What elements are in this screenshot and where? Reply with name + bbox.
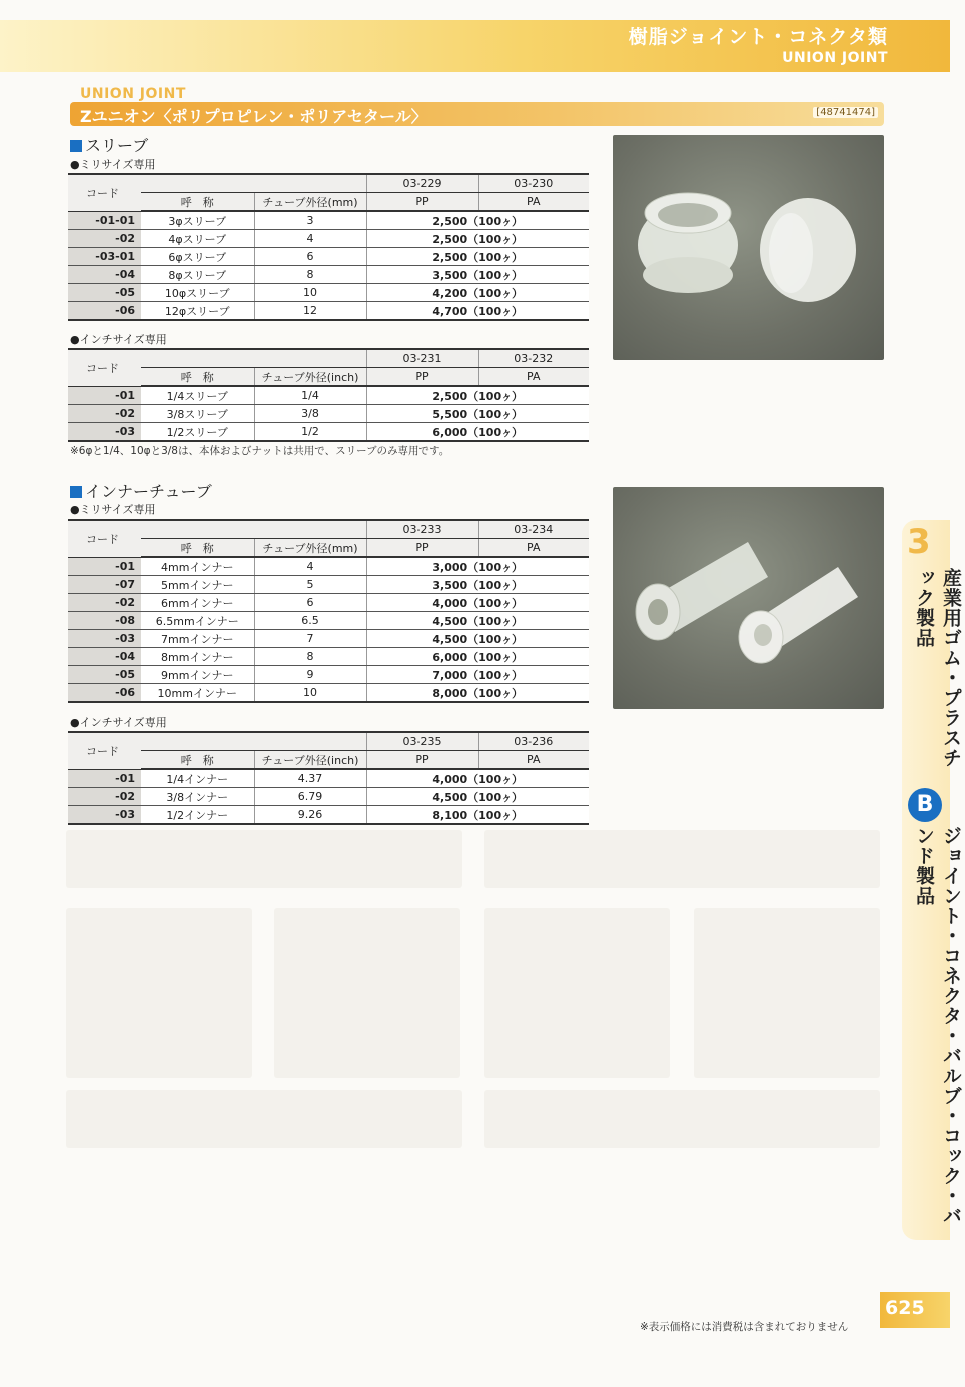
table-row: -03 1/2インナー 9.26 8,100（100ヶ） xyxy=(68,806,589,825)
header-subtitle: UNION JOINT xyxy=(782,50,888,66)
table-row: -03-01 6φスリーブ 6 2,500（100ヶ） xyxy=(68,248,589,266)
sleeve-inch-label: ●インチサイズ専用 xyxy=(70,333,167,346)
name-header: 呼 称 xyxy=(141,539,254,558)
sleeve-hole-1 xyxy=(658,203,718,227)
code-header: コード xyxy=(68,174,141,211)
ghost-block xyxy=(66,908,252,1078)
table-row: -05 9mmインナー 9 7,000（100ヶ） xyxy=(68,666,589,684)
sleeve-face-2 xyxy=(769,213,813,293)
catalog-no-pa: 03-236 xyxy=(478,732,589,751)
material-pa: PA xyxy=(478,193,589,212)
sleeve-note: ※6φと1/4、10φと3/8は、本体およびナットは共用で、スリーブのみ専用です。 xyxy=(70,445,450,457)
material-pa: PA xyxy=(478,751,589,770)
code-header: コード xyxy=(68,520,141,557)
tube-hole-1 xyxy=(648,599,668,625)
catalog-no-pa: 03-230 xyxy=(478,174,589,193)
catalog-no-pp: 03-235 xyxy=(366,732,478,751)
table-row: -01 4mmインナー 4 3,000（100ヶ） xyxy=(68,557,589,576)
catalog-no-pa: 03-232 xyxy=(478,349,589,368)
catalog-no-pa: 03-234 xyxy=(478,520,589,539)
ghost-block xyxy=(484,908,670,1078)
table-row: -06 12φスリーブ 12 4,700（100ヶ） xyxy=(68,302,589,321)
header-title: 樹脂ジョイント・コネクタ類 xyxy=(628,26,888,48)
od-header: チューブ外径(inch) xyxy=(254,751,366,770)
material-pa: PA xyxy=(478,539,589,558)
material-pp: PP xyxy=(366,368,478,387)
inner-mm-label: ●ミリサイズ専用 xyxy=(70,503,156,516)
ghost-block xyxy=(274,908,460,1078)
sleeve-inch-table xyxy=(68,348,589,442)
material-pp: PP xyxy=(366,193,478,212)
code-header: コード xyxy=(68,732,141,769)
catalog-no-pp: 03-229 xyxy=(366,174,478,193)
table-row: -04 8φスリーブ 8 3,500（100ヶ） xyxy=(68,266,589,284)
sleeve-bottom-1 xyxy=(643,257,733,293)
inner-tube-product-photo xyxy=(613,487,884,709)
inner-mm-table xyxy=(68,519,589,703)
square-bullet-icon xyxy=(70,486,82,498)
table-row: -02 6mmインナー 6 4,000（100ヶ） xyxy=(68,594,589,612)
table-row: -04 8mmインナー 8 6,000（100ヶ） xyxy=(68,648,589,666)
material-pa: PA xyxy=(478,368,589,387)
sleeve-mm-label: ●ミリサイズ専用 xyxy=(70,158,156,171)
series-code: [48741474] xyxy=(813,107,878,118)
series-title-bar xyxy=(70,102,884,126)
od-header: チューブ外径(mm) xyxy=(254,193,366,212)
od-header: チューブ外径(mm) xyxy=(254,539,366,558)
series-en-label: UNION JOINT xyxy=(80,86,186,102)
chapter-title: 産業用ゴム・プラスチック製品 xyxy=(913,568,962,768)
material-pp: PP xyxy=(366,751,478,770)
table-row: -01-01 3φスリーブ 3 2,500（100ヶ） xyxy=(68,211,589,230)
catalog-no-pp: 03-231 xyxy=(366,349,478,368)
tube-hole-2 xyxy=(754,624,772,646)
ghost-block xyxy=(66,1090,462,1148)
inner-tube-illustration xyxy=(613,487,884,709)
sleeve-section-title: スリーブ xyxy=(70,133,148,156)
section-letter-badge: B xyxy=(908,788,942,822)
table-row: -02 3/8スリーブ 3/8 5,500（100ヶ） xyxy=(68,405,589,423)
table-row: -03 7mmインナー 7 4,500（100ヶ） xyxy=(68,630,589,648)
name-header: 呼 称 xyxy=(141,193,254,212)
sleeve-illustration xyxy=(613,135,884,360)
page-number: 625 xyxy=(885,1297,925,1319)
section-title: ジョイント・コネクタ・バルブ・コック・バンド製品 xyxy=(913,826,962,1226)
table-row: -03 1/2スリーブ 1/2 6,000（100ヶ） xyxy=(68,423,589,442)
material-pp: PP xyxy=(366,539,478,558)
table-row: -01 1/4インナー 4.37 4,000（100ヶ） xyxy=(68,769,589,788)
table-row: -07 5mmインナー 5 3,500（100ヶ） xyxy=(68,576,589,594)
ghost-block xyxy=(694,908,880,1078)
chapter-number: 3 xyxy=(907,522,931,562)
ghost-block xyxy=(66,830,462,888)
name-header: 呼 称 xyxy=(141,368,254,387)
sleeve-mm-table xyxy=(68,173,589,321)
table-row: -05 10φスリーブ 10 4,200（100ヶ） xyxy=(68,284,589,302)
ghost-block xyxy=(484,1090,880,1148)
sleeve-product-photo xyxy=(613,135,884,360)
table-row: -01 1/4スリーブ 1/4 2,500（100ヶ） xyxy=(68,386,589,405)
table-row: -02 3/8インナー 6.79 4,500（100ヶ） xyxy=(68,788,589,806)
inner-inch-label: ●インチサイズ専用 xyxy=(70,716,167,729)
ghost-block xyxy=(484,830,880,888)
code-header: コード xyxy=(68,349,141,386)
od-header: チューブ外径(inch) xyxy=(254,368,366,387)
inner-section-title: インナーチューブ xyxy=(70,479,212,502)
square-bullet-icon xyxy=(70,140,82,152)
table-row: -02 4φスリーブ 4 2,500（100ヶ） xyxy=(68,230,589,248)
series-title: Zユニオン〈ポリプロピレン・ポリアセタール〉 xyxy=(80,107,427,126)
catalog-no-pp: 03-233 xyxy=(366,520,478,539)
name-header: 呼 称 xyxy=(141,751,254,770)
table-row: -06 10mmインナー 10 8,000（100ヶ） xyxy=(68,684,589,703)
tax-note: ※表示価格には消費税は含まれておりません xyxy=(640,1321,849,1333)
table-row: -08 6.5mmインナー 6.5 4,500（100ヶ） xyxy=(68,612,589,630)
inner-inch-table xyxy=(68,731,589,825)
